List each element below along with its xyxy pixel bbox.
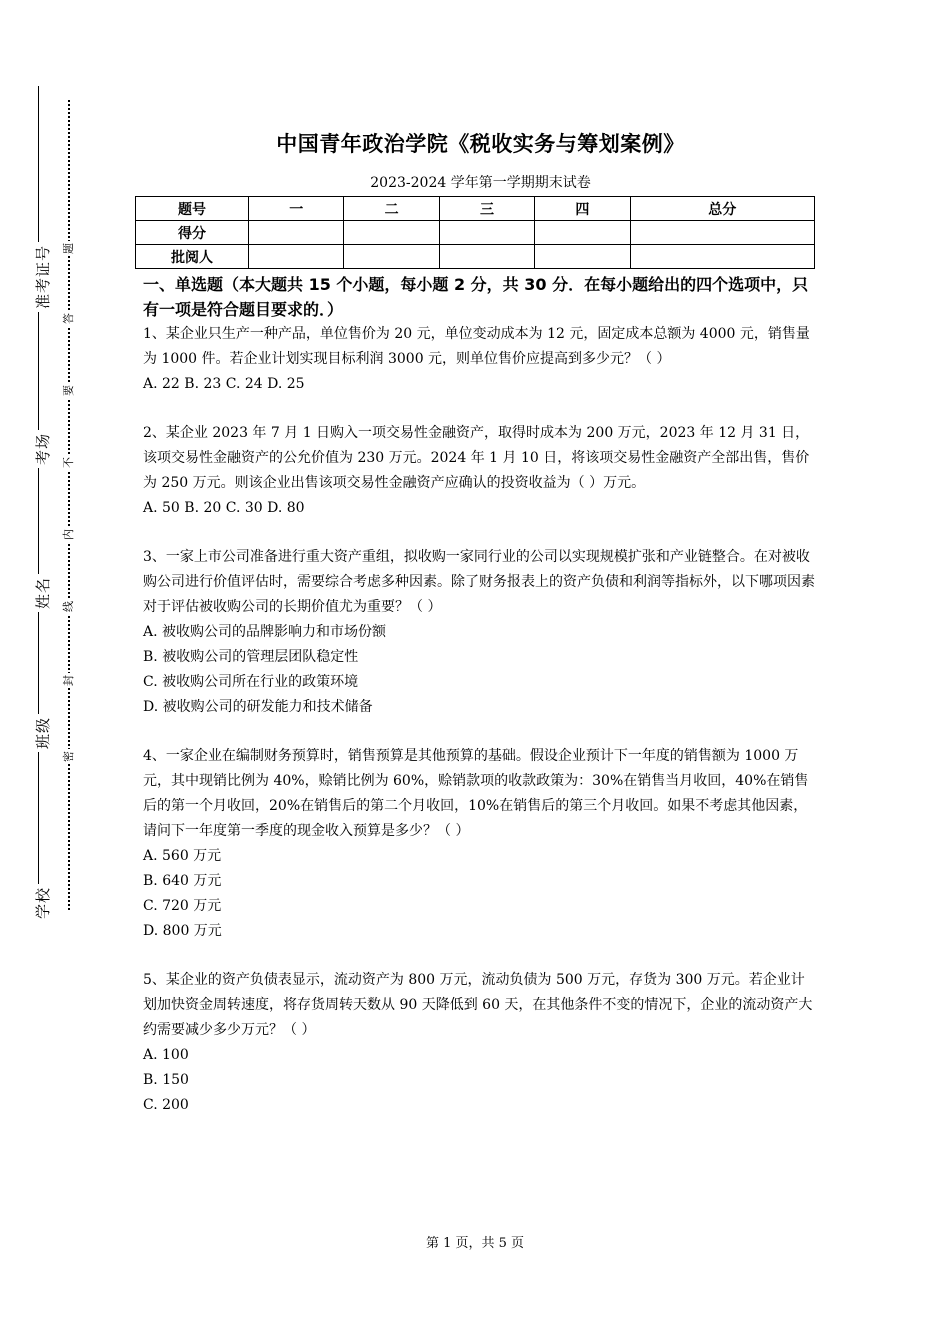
- question-5: [143, 968, 818, 1118]
- option-a: A. 560 万元: [143, 848, 222, 864]
- score-row: [136, 221, 815, 245]
- score-col-3: 三: [439, 197, 534, 221]
- score-table-header-row: [136, 197, 815, 221]
- seal-char: 线: [62, 601, 75, 612]
- section-heading: 一、单选题（本大题共 15 个小题，每小题 2 分，共 30 分．在每小题给出的四个选项中，只有一项是符合题目要求的．）: [143, 275, 809, 319]
- grader-row: [136, 245, 815, 269]
- question-4: [143, 744, 818, 944]
- grader-cell[interactable]: [344, 245, 439, 269]
- question-3: [143, 545, 818, 720]
- option-d: D. 被收购公司的研发能力和技术储备: [143, 699, 373, 715]
- option-b: B. 640 万元: [143, 873, 222, 889]
- binding-field-school: 学校: [32, 884, 53, 922]
- score-col-1: 一: [249, 197, 344, 221]
- option-d: D. 800 万元: [143, 923, 222, 939]
- question-stem: 4、一家企业在编制财务预算时，销售预算是其他预算的基础。假设企业预计下一年度的销售额为 1000 万元，其中现销比例为 40%，赊销比例为 60%，赊销款项的收款政策为：30%在销售当月收回，40%在销售后的第一个月收回，20%在销售后的第二个月收回，10%在销售后的第三个月收回。如果不考虑其他因素，请问下一年度第一季度的现金收入预算是多少？（ ）: [143, 748, 809, 839]
- page-footer: 第 1 页，共 5 页: [425, 1236, 525, 1251]
- binding-field-name: 姓名: [32, 574, 53, 612]
- score-cell[interactable]: [439, 221, 534, 245]
- question-stem: 2、某企业 2023 年 7 月 1 日购入一项交易性金融资产，取得时成本为 200 万元，2023 年 12 月 31 日，该项交易性金融资产的公允价值为 230 万元。2024 年 1 月 10 日，将该项交易性金融资产全部出售，售价为 250 万元。则该企业出售该项交易性金融资产应确认的投资收益为（ ）万元。: [143, 425, 810, 491]
- question-options: A. 50 B. 20 C. 30 D. 80: [143, 500, 305, 516]
- seal-char: 封: [62, 675, 75, 686]
- score-col-2: 二: [344, 197, 439, 221]
- grader-cell[interactable]: [535, 245, 630, 269]
- score-cell[interactable]: [630, 221, 814, 245]
- grader-cell[interactable]: [249, 245, 344, 269]
- option-c: C. 720 万元: [143, 898, 222, 914]
- grader-cell[interactable]: [630, 245, 814, 269]
- binding-field-class: 班级: [32, 714, 53, 752]
- seal-char: 答: [62, 313, 75, 324]
- question-stem: 3、一家上市公司准备进行重大资产重组，拟收购一家同行业的公司以实现规模扩张和产业链整合。在对被收购公司进行价值评估时，需要综合考虑多种因素。除了财务报表上的资产负债和利润等指标外，以下哪项因素对于评估被收购公司的长期价值尤为重要？（ ）: [143, 549, 815, 615]
- seal-char: 密: [62, 751, 75, 762]
- option-c: C. 被收购公司所在行业的政策环境: [143, 674, 359, 690]
- binding-field-exam-room: 考场: [32, 430, 53, 468]
- question-1: [143, 322, 818, 397]
- option-a: A. 被收购公司的品牌影响力和市场份额: [143, 624, 387, 640]
- seal-char: 不: [62, 457, 75, 468]
- question-2: [143, 421, 818, 521]
- question-stem: 1、某企业只生产一种产品，单位售价为 20 元，单位变动成本为 12 元，固定成本总额为 4000 元，销售量为 1000 件。若企业计划实现目标利润 3000 元，则单位售价应提高到多少元？（ ）: [143, 326, 810, 367]
- seal-char: 题: [62, 243, 75, 254]
- binding-field-admission-number: 准考证号: [32, 242, 53, 312]
- score-table: [135, 196, 815, 269]
- score-cell[interactable]: [344, 221, 439, 245]
- score-col-label: 题号: [136, 197, 249, 221]
- score-cell[interactable]: [535, 221, 630, 245]
- question-stem: 5、某企业的资产负债表显示，流动资产为 800 万元，流动负债为 500 万元，存货为 300 万元。若企业计划加快资金周转速度，将存货周转天数从 90 天降低到 60 天，在其他条件不变的情况下，企业的流动资产大约需要减少多少万元？（ ）: [143, 972, 813, 1038]
- score-row-label: 得分: [136, 221, 249, 245]
- binding-solid-line: [38, 86, 39, 916]
- binding-margin: [0, 0, 120, 1344]
- option-b: B. 被收购公司的管理层团队稳定性: [143, 649, 359, 665]
- option-a: A. 100: [143, 1047, 189, 1063]
- option-b: B. 150: [143, 1072, 189, 1088]
- score-col-total: 总分: [630, 197, 814, 221]
- binding-dotted-seal-line: [68, 100, 70, 910]
- exam-title: 中国青年政治学院《税收实务与筹划案例》: [276, 132, 685, 156]
- question-options: A. 22 B. 23 C. 24 D. 25: [143, 376, 305, 392]
- grader-cell[interactable]: [439, 245, 534, 269]
- option-c: C. 200: [143, 1097, 189, 1113]
- score-cell[interactable]: [249, 221, 344, 245]
- seal-char: 内: [62, 529, 75, 540]
- exam-subtitle: 2023-2024 学年第一学期期末试卷: [370, 175, 591, 191]
- seal-char: 要: [62, 385, 75, 396]
- grader-row-label: 批阅人: [136, 245, 249, 269]
- score-col-4: 四: [535, 197, 630, 221]
- exam-content: [143, 128, 818, 1118]
